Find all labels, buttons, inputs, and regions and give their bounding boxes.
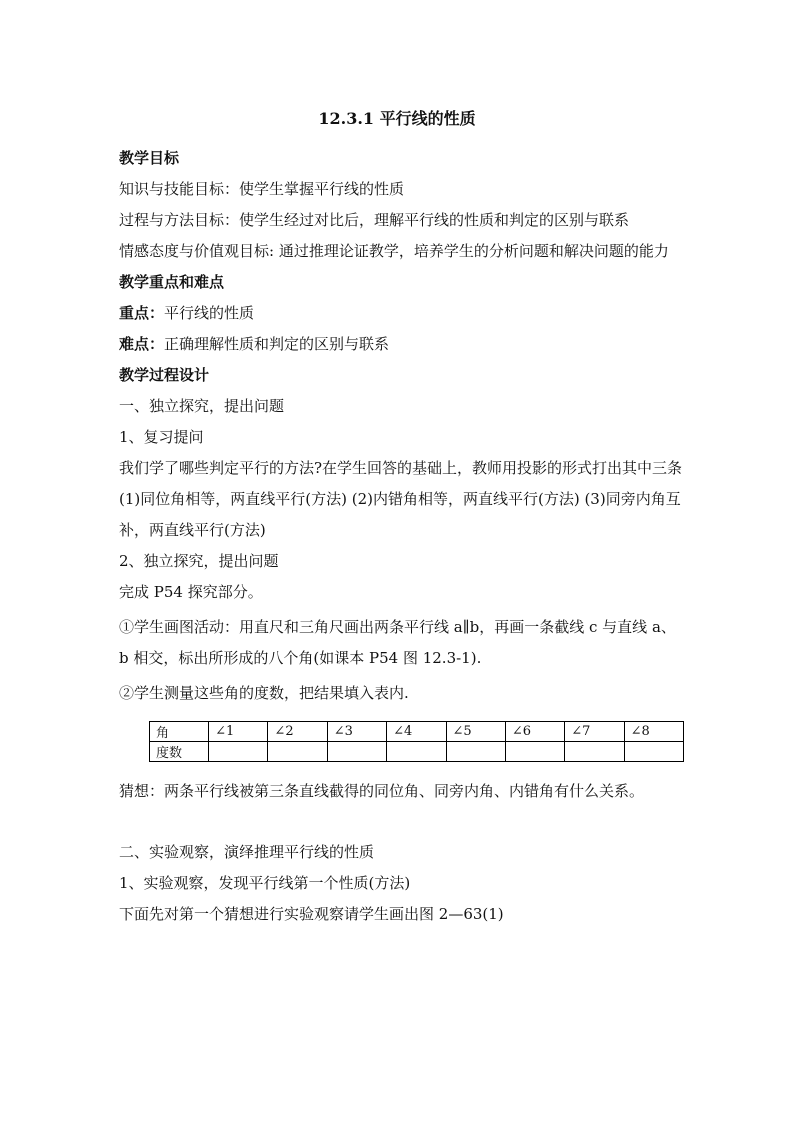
difficult-point-text: 正确理解性质和判定的区别与联系 [164,335,390,353]
keypoints-heading: 教学重点和难点 [119,273,225,291]
degree-cell [209,742,268,762]
section2-step1: 1、实验观察，发现平行线第一个性质(方法) [119,874,411,892]
angle-cell: ∠8 [624,722,683,742]
review-paragraph: 我们学了哪些判定平行的方法?在学生回答的基础上，教师用投影的形式打出其中三条 (1)同位角相等，两直线平行(方法) (2)内错角相等，两直线平行(方法) (3)同旁内角互补，两直线平行(方法) [119,459,683,539]
goal-process: 过程与方法目标：使学生经过对比后，理解平行线的性质和判定的区别与联系 [119,211,630,229]
degree-cell [387,742,446,762]
section1-heading: 一、独立探究，提出问题 [119,397,285,415]
difficult-point [119,329,684,360]
angle-table [149,721,684,762]
process-heading: 教学过程设计 [119,366,210,384]
document-title: 12.3.1 平行线的性质 [318,109,476,128]
angle-cell: ∠5 [446,722,505,742]
angle-cell: ∠2 [268,722,327,742]
section2-text: 下面先对第一个猜想进行实验观察请学生画出图 2—63(1) [119,905,504,923]
angle-cell: ∠7 [565,722,624,742]
angle-row-label: 角 [150,722,209,742]
section2-heading: 二、实验观察，演绎推理平行线的性质 [119,843,375,861]
angle-cell: ∠1 [209,722,268,742]
difficult-point-label: 难点： [119,335,165,353]
degree-cell [565,742,624,762]
angle-cell: ∠3 [327,722,386,742]
task-text: 完成 P54 探究部分。 [119,583,263,601]
goals-heading: 教学目标 [119,149,180,167]
step1-review: 1、复习提问 [119,428,204,446]
degree-cell [624,742,683,762]
conjecture-text: 猜想：两条平行线被第三条直线截得的同位角、同旁内角、内错角有什么关系。 [119,782,645,800]
degree-cell [327,742,386,762]
angle-cell: ∠6 [505,722,564,742]
goal-attitude: 情感态度与价值观目标: 通过推理论证教学，培养学生的分析问题和解决问题的能力 [119,242,669,260]
activity2-paragraph: ②学生测量这些角的度数，把结果填入表内. [119,684,409,702]
document-body [119,143,684,930]
goal-knowledge: 知识与技能目标：使学生掌握平行线的性质 [119,180,405,198]
degree-cell [268,742,327,762]
step2-explore: 2、独立探究，提出问题 [119,552,279,570]
key-point-label: 重点： [119,304,165,322]
activity1-paragraph: ①学生画图活动：用直尺和三角尺画出两条平行线 a∥b，再画一条截线 c 与直线 a、b 相交，标出所形成的八个角(如课本 P54 图 12.3-1). [119,618,676,667]
angle-row [150,722,684,742]
degree-cell [446,742,505,762]
angle-cell: ∠4 [387,722,446,742]
degree-row [150,742,684,762]
degree-cell [505,742,564,762]
key-point-text: 平行线的性质 [164,304,255,322]
degree-row-label: 度数 [150,742,209,762]
key-point [119,298,684,329]
